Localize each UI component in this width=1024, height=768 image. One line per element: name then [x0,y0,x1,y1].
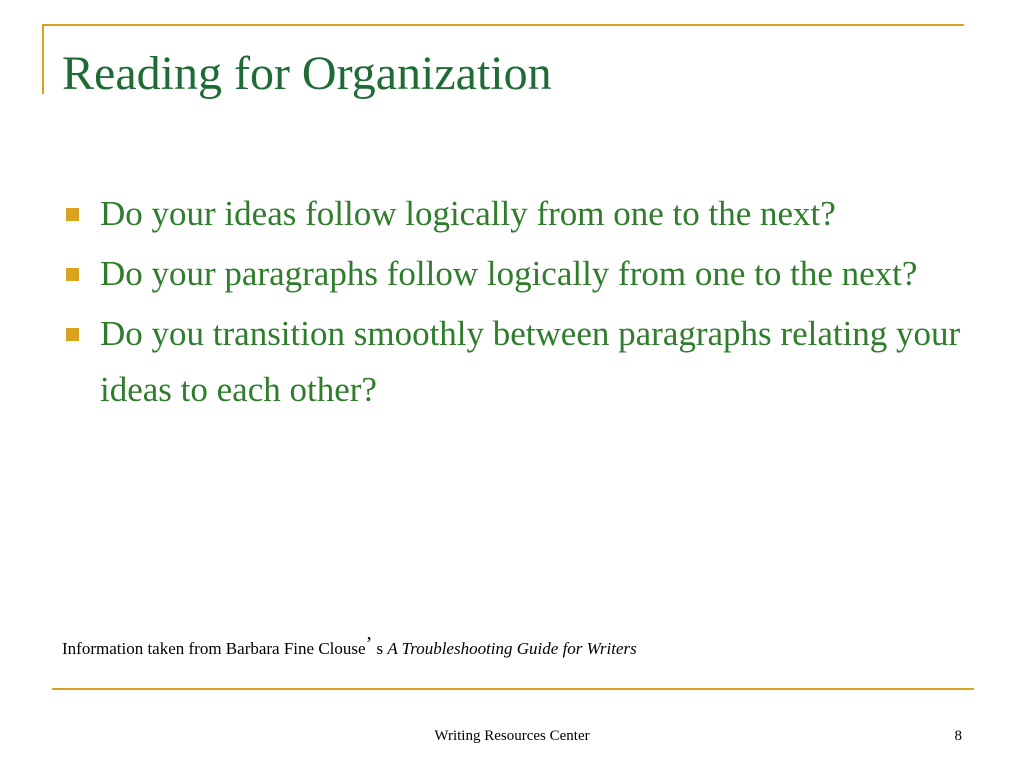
bottom-frame-line [52,688,974,690]
square-bullet-icon [66,208,79,221]
footer-organization: Writing Resources Center [434,728,590,744]
left-frame-line [42,24,44,94]
bullet-item [62,246,962,302]
bullet-item [62,306,962,418]
bullet-list [62,186,962,422]
square-bullet-icon [66,268,79,281]
citation-book-title: A Troubleshooting Guide for Writers [387,639,637,658]
square-bullet-icon [66,328,79,341]
bullet-text: Do you transition smoothly between paragraphs relating your ideas to each other? [100,314,961,409]
citation-possessive: s [376,639,384,658]
citation-prefix: Information taken from Barbara Fine Clouse [62,639,366,658]
source-citation [62,633,637,661]
bullet-item [62,186,962,242]
top-frame-line [42,24,964,26]
citation-apostrophe: ’ [365,633,373,655]
bullet-text: Do your paragraphs follow logically from one to the next? [100,254,918,293]
page-number: 8 [954,728,962,744]
bullet-text: Do your ideas follow logically from one to the next? [100,194,836,233]
slide-title: Reading for Organization [62,47,552,100]
